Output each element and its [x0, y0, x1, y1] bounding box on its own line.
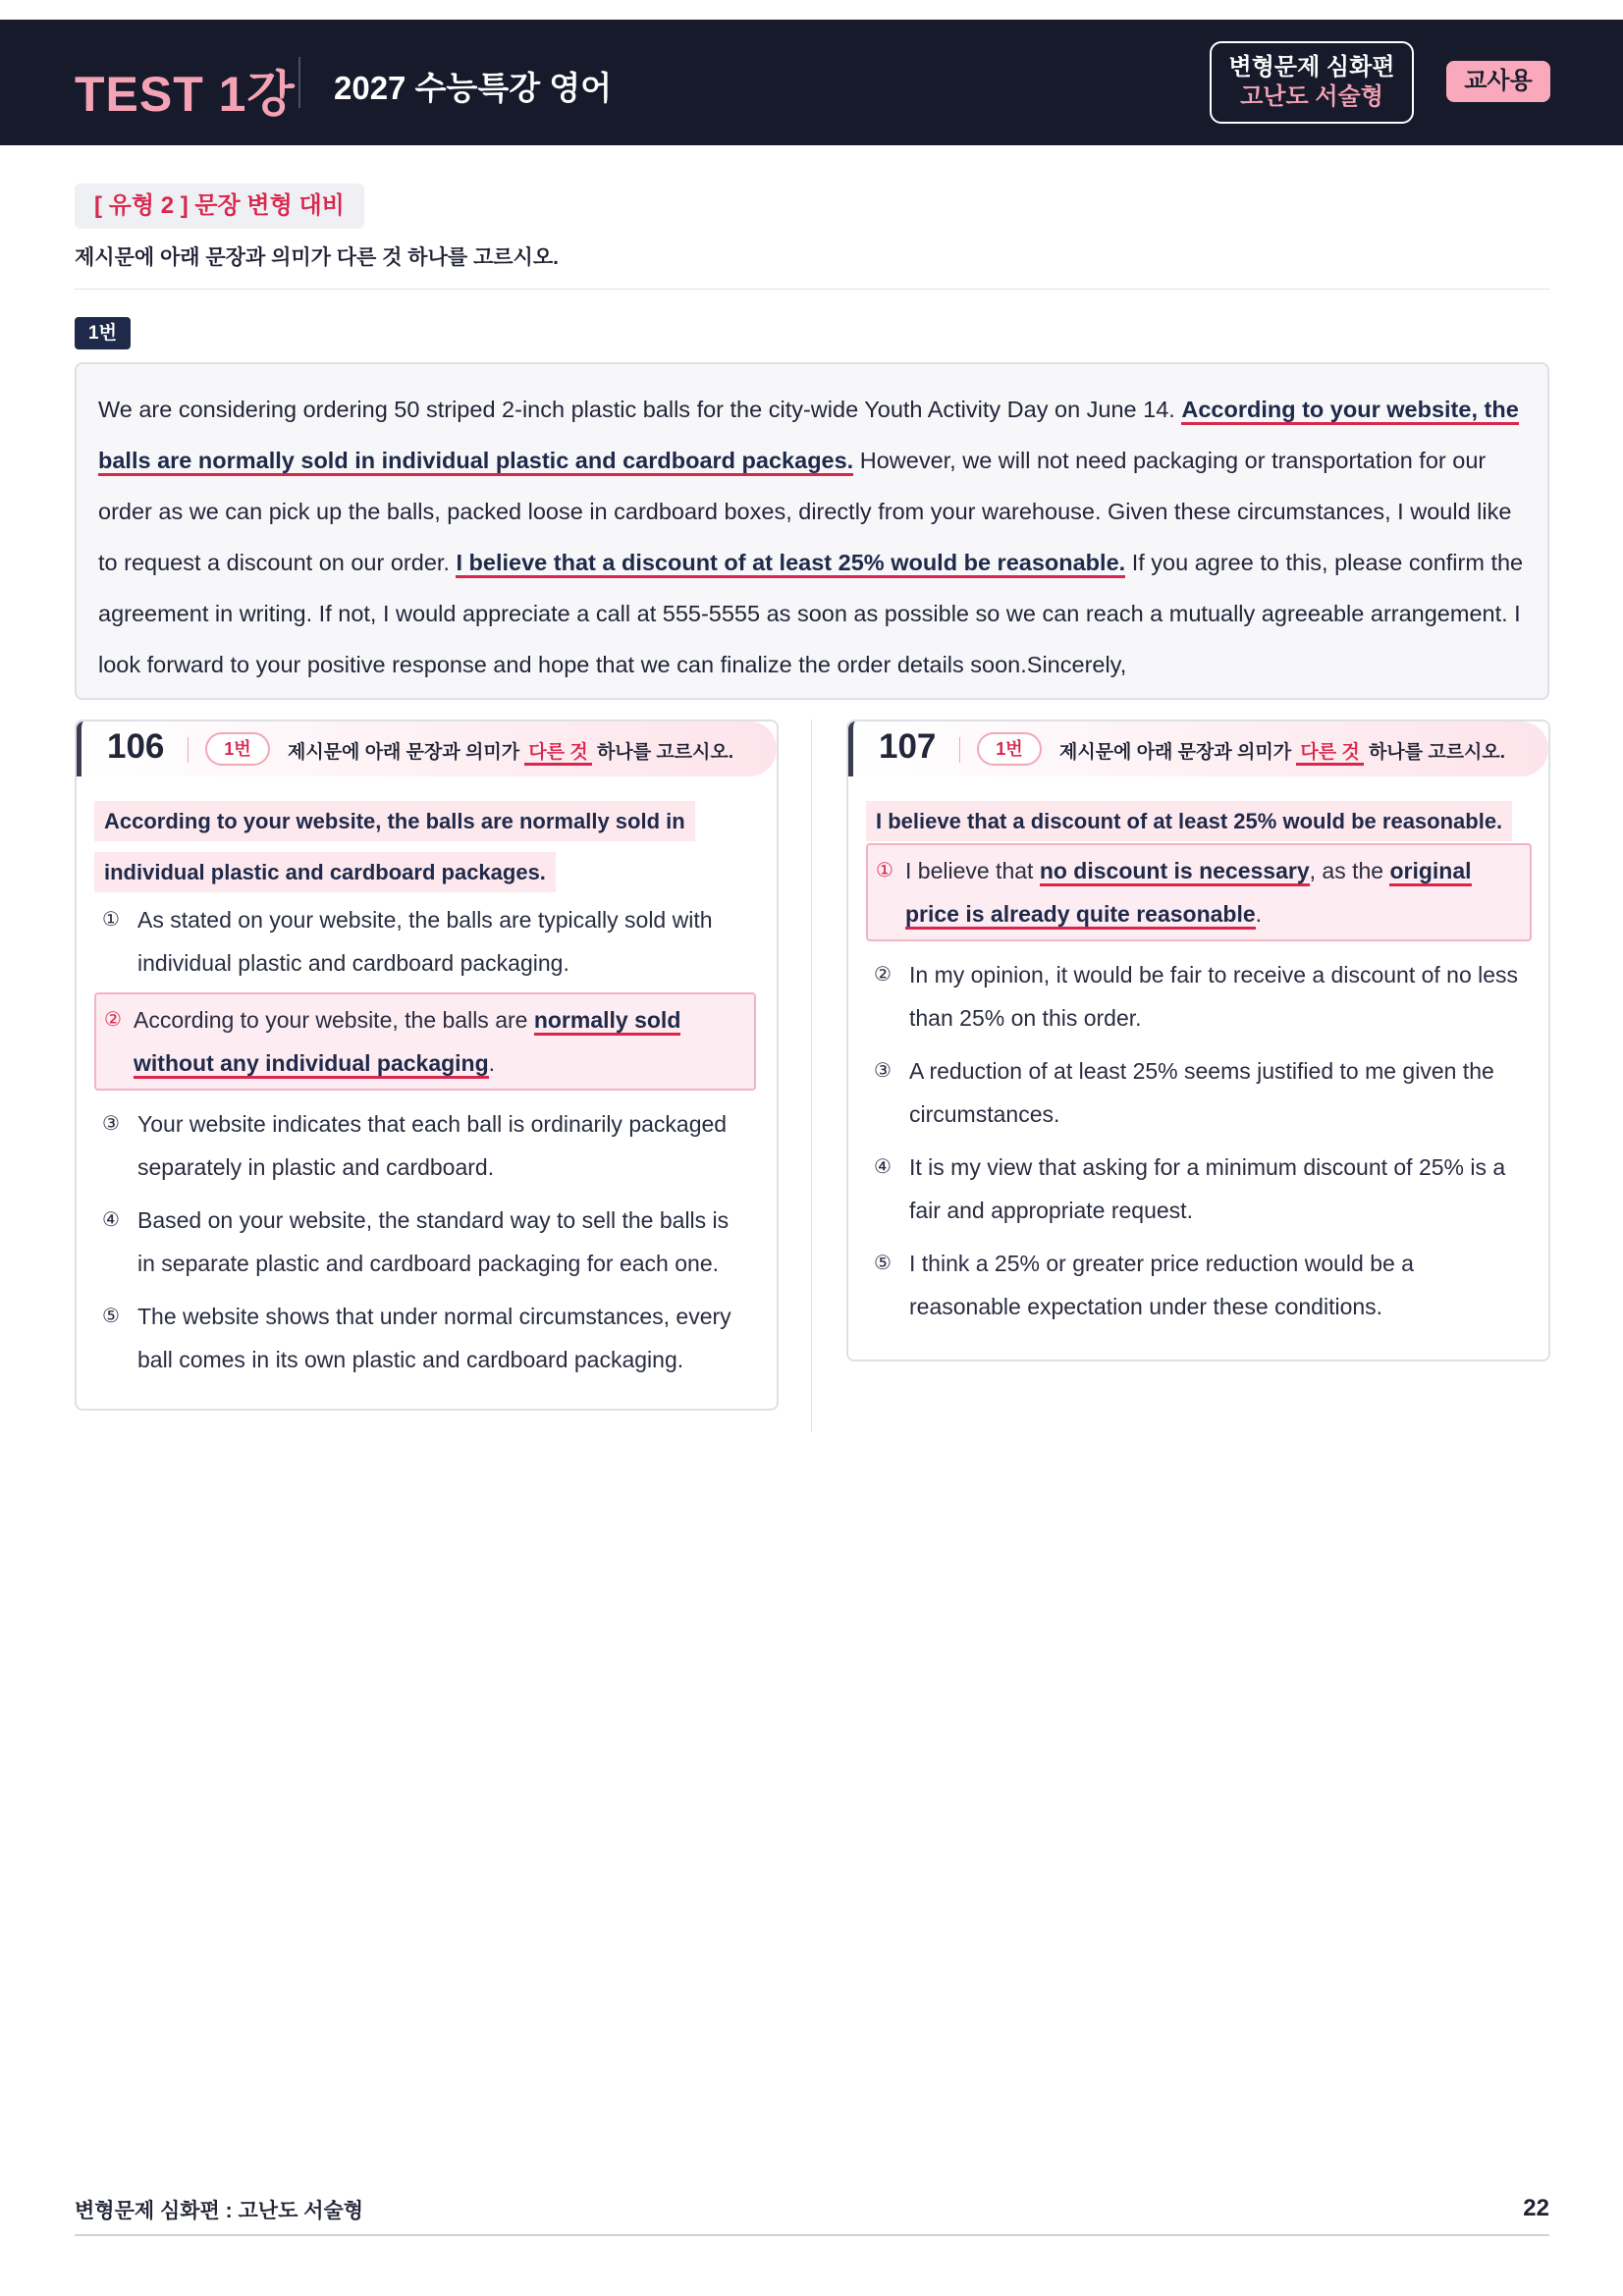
passage-box [75, 362, 1549, 700]
option-3[interactable] [874, 1049, 1522, 1136]
passage-text-1: We are considering ordering 50 striped 2-inch plastic balls for the city-wide Youth Activity Day on June 14. [98, 397, 1182, 422]
target-sentence [866, 796, 1534, 847]
column-separator [811, 720, 812, 1432]
option-5[interactable] [874, 1242, 1522, 1328]
edition-line-2: 고난도 서술형 [1240, 83, 1383, 110]
footer-title: 변형문제 심화편 : 고난도 서술형 [75, 2200, 364, 2222]
question-card-106 [75, 720, 779, 1411]
card-number: 107 [879, 727, 937, 766]
card-instruction-pre: 제시문에 아래 문장과 의미가 [1059, 742, 1297, 763]
option-text: Your website indicates that each ball is ordinarily packaged separately in plastic and cardboard. [137, 1111, 728, 1180]
option-mark: ① [876, 860, 893, 881]
subject-title: 2027 수능특강 영어 [334, 70, 613, 106]
option-text-mid: , as the [1309, 858, 1390, 883]
option-mark: ③ [874, 1060, 892, 1082]
option-mark: ① [102, 909, 120, 931]
option-underline-1: no discount is necessary [1040, 858, 1310, 886]
card-instruction [1059, 737, 1505, 764]
card-instruction-emphasis: 다른 것 [524, 742, 591, 766]
option-mark: ② [874, 964, 892, 986]
option-mark: ③ [102, 1113, 120, 1135]
option-mark: ② [104, 1009, 122, 1031]
section-divider [75, 289, 1549, 290]
option-text: Based on your website, the standard way to sell the balls is in separate plastic and cardboard packaging for each one. [137, 1207, 730, 1276]
type-label: [ 유형 2 ] 문장 변형 대비 [75, 184, 364, 229]
option-text-post: . [488, 1050, 496, 1076]
option-5[interactable] [102, 1295, 740, 1381]
option-4[interactable] [874, 1146, 1522, 1232]
card-instruction [288, 737, 733, 764]
footer-divider [75, 2234, 1549, 2236]
card-instruction-post: 하나를 고르시오. [591, 742, 734, 763]
teacher-badge: 교사용 [1446, 61, 1550, 102]
option-mark: ④ [874, 1156, 892, 1178]
option-2[interactable] [874, 953, 1522, 1040]
card-instruction-emphasis: 다른 것 [1296, 742, 1363, 766]
option-mark: ④ [102, 1209, 120, 1231]
option-1-answer[interactable] [866, 843, 1532, 941]
option-3[interactable] [102, 1102, 740, 1189]
option-text: In my opinion, it would be fair to receive a discount of no less than 25% on this order. [909, 962, 1519, 1031]
passage-highlight-2: I believe that a discount of at least 25% would be reasonable. [456, 550, 1125, 578]
question-card-107 [846, 720, 1550, 1362]
header-divider [298, 57, 300, 108]
passage-text-2: However, we will not need packaging or transportation for our order as we can pick up the balls, packed loose in cardboard boxes, directly from your warehouse. Given these circumstances, I would like to request a discount on our order. [98, 448, 1512, 575]
option-text: As stated on your website, the balls are typically sold with individual plastic and cardboard packaging. [137, 907, 713, 976]
card-number: 106 [107, 727, 165, 766]
card-instruction-post: 하나를 고르시오. [1363, 742, 1506, 763]
header-bar [0, 20, 1623, 145]
edition-line-1: 변형문제 심화편 [1228, 54, 1395, 80]
option-underline: normally sold without any individual packaging [134, 1007, 680, 1079]
option-mark: ⑤ [102, 1306, 120, 1327]
option-text-pre: According to your website, the balls are [134, 1007, 534, 1033]
page-number: 22 [1523, 2195, 1549, 2221]
option-text: I think a 25% or greater price reduction would be a reasonable expectation under these conditions. [909, 1251, 1414, 1319]
option-text: A reduction of at least 25% seems justified to me given the circumstances. [909, 1058, 1494, 1127]
passage-text-3: If you agree to this, please confirm the agreement in writing. If not, I would appreciate a call at 555-5555 as soon as possible so we can reach a mutually agreeable arrangement. I look forward to your positive response and hope that we can finalize the order details soon.Sincerely, [98, 550, 1524, 677]
option-underline-2: original price is already quite reasonable [905, 858, 1472, 930]
target-sentence-text: According to your website, the balls are normally sold in individual plastic and cardboard packages. [94, 801, 695, 892]
card-question-pill: 1번 [205, 732, 270, 766]
passage-highlight-1: According to your website, the balls are normally sold in individual plastic and cardboard packages. [98, 397, 1519, 476]
target-sentence-text: I believe that a discount of at least 25% would be reasonable. [866, 801, 1512, 841]
option-4[interactable] [102, 1199, 740, 1285]
option-text-pre: I believe that [905, 858, 1040, 883]
card-instruction-pre: 제시문에 아래 문장과 의미가 [288, 742, 525, 763]
card-header-divider [188, 737, 189, 763]
card-question-pill: 1번 [977, 732, 1042, 766]
card-header-divider [959, 737, 960, 763]
card-header [848, 721, 1548, 776]
option-text-post: . [1255, 901, 1263, 927]
section-instruction: 제시문에 아래 문장과 의미가 다른 것 하나를 고르시오. [75, 246, 559, 269]
target-sentence [94, 796, 742, 898]
option-2-answer[interactable] [94, 992, 756, 1091]
test-title: TEST 1강 [75, 67, 296, 122]
edition-box [1210, 41, 1414, 124]
option-1[interactable] [102, 898, 740, 985]
option-mark: ⑤ [874, 1253, 892, 1274]
card-header [77, 721, 777, 776]
option-text: It is my view that asking for a minimum discount of 25% is a fair and appropriate request. [909, 1154, 1506, 1223]
option-text: The website shows that under normal circumstances, every ball comes in its own plastic and cardboard packaging. [137, 1304, 731, 1372]
question-number-badge: 1번 [75, 317, 131, 349]
